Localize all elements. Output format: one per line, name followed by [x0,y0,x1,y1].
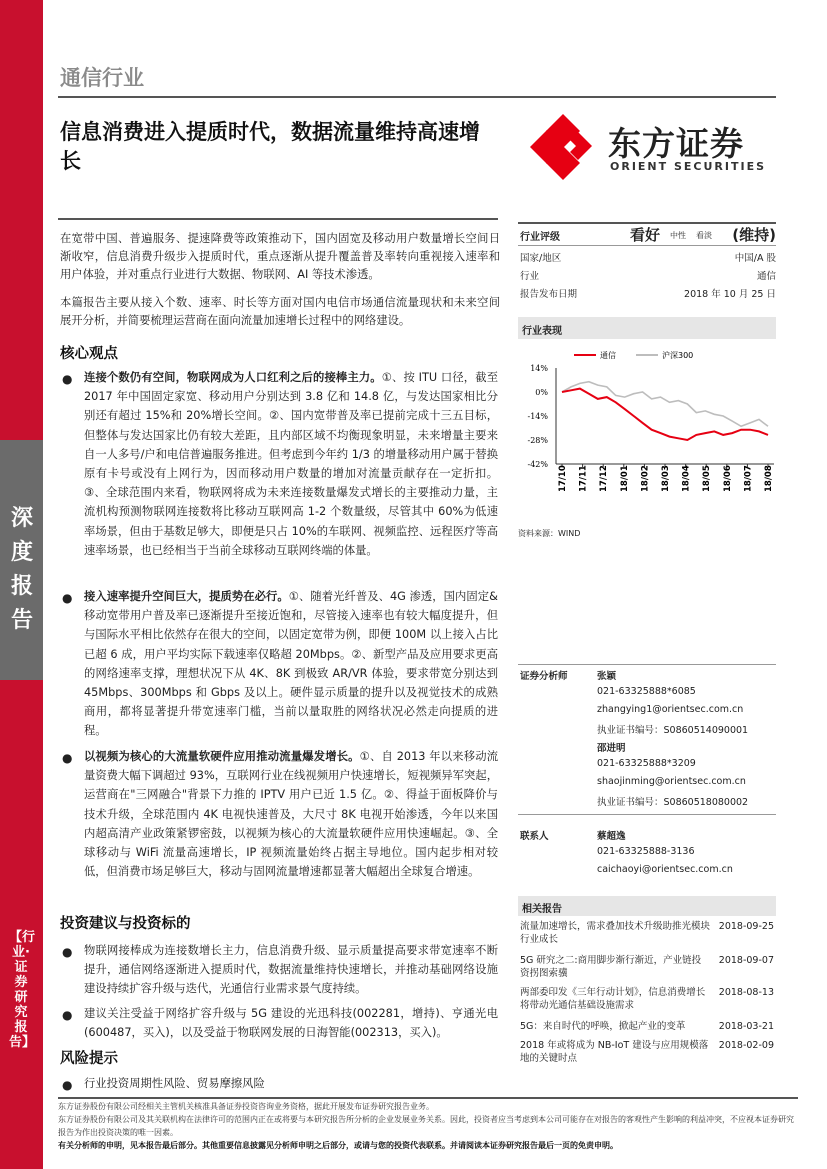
bullet-dot: ● [62,591,73,605]
invest-bullet-1: 物联网接棒成为连接数增长主力，信息消费升级、显示质量提高要求带宽速率不断提升，通信网络逐渐进入提质时代，数据流量维持快速增长，并推动基础网络设施建设持续扩容升级与迭代，光通信行业需求景气度持续。 [84,944,498,996]
legend-label-1: 通信 [600,351,616,360]
analyst-1-email[interactable]: zhangying1@orientsec.com.cn [597,704,744,715]
y-tick-label: -28% [527,436,548,445]
x-tick-label: 18/04 [681,465,692,492]
rating-opt2: 看淡 [696,231,712,240]
contact-label: 联系人 [520,831,549,842]
perf-heading: 行业表现 [518,317,776,339]
rating-value: 看好 [630,226,661,244]
analyst-1-name: 张颖 [597,671,617,682]
report-type-tab [0,440,43,680]
core-heading: 核心观点 [60,346,118,362]
x-tick-label: 17/11 [578,465,589,492]
x-tick-label: 18/07 [743,465,754,492]
series-line-沪深300 [562,382,768,427]
orient-logo [528,112,778,182]
bullet-dot: ● [62,1008,73,1022]
core-bullet-3: 以视频为核心的大流量软硬件应用推动流量爆发增长。①、自 2013 年以来移动流量资费大幅下调超过 93%，互联网行业在线视频用户快速增长，短视频异军突起，运营商在"三网融合"背景下力推的 IPTV 用户已近 1.5 亿。②、得益于面板降价与技术升级，全球范围内 4K 电视快速普及，大尺寸 8K 电视开始渗透，今年以来国内超高清产业政策紧锣密鼓，以视频为核心的大流量软硬件应用快速崛起。③、全球移动与 WiFi 流量高速增长，IP 视频流量始终占据主导地位。国内起步相对较低，但消费市场足够巨大，移动与固网流量增速都显著大幅超出全球复合增速。 [84,750,498,879]
risk-bullet-1: 行业投资周期性风险、贸易摩擦风险 [84,1077,265,1090]
bullet-dot: ● [62,945,73,959]
bullet-dot: ● [62,751,73,765]
rating-hold: (维持) [732,226,776,244]
y-tick-label: 14% [530,364,548,373]
bullet-dot: ● [62,1078,73,1092]
x-tick-label: 18/05 [702,465,713,492]
report-type-label: 深度报告 [11,506,34,633]
perf-chart [518,344,776,504]
chart-source: 资料来源：WIND [518,529,581,538]
contact-email[interactable]: caichaoyi@orientsec.com.cn [597,864,733,875]
logo-cn: 东方证券 [608,124,744,163]
legend-label-2: 沪深300 [662,351,694,360]
title-rule [58,218,498,220]
core-bullet-2: 接入速率提升空间巨大，提质势在必行。①、随着光纤普及、4G 渗透，国内固定&移动宽带用户普及率已逐渐提升至接近饱和，尽管接入速率也有较大幅度提升，但与国际水平相比依然存在很大的空间，以固定宽带为例，即便 100M 以上接入占比已超 6 成，用户平均实际下载速率仅略超 20Mbps。②、新型产品及应用要求更高的网络速率支撑，理想状况下从 4K、8K 到极致 AR/VR 体验，要求带宽分别达到 45Mbps、300Mbps 和 Gbps 及以上。硬件显示质量的提升以及视觉技术的成熟商用，都将显著提升带宽速率门槛，当前以量取胜的网络状况必然走向提质的进程。 [84,590,498,738]
y-tick-label: 0% [535,388,548,397]
bullet-dot: ● [62,372,73,386]
analyst-2-email[interactable]: shaojinming@orientsec.com.cn [597,776,746,787]
rating-opt1: 中性 [670,231,686,240]
rating-label: 行业评级 [520,232,560,243]
y-tick-label: -42% [527,460,548,469]
x-tick-label: 18/02 [640,465,651,492]
x-tick-label: 18/03 [661,465,671,492]
legend [574,350,693,360]
invest-heading: 投资建议与投资标的 [60,916,191,932]
x-tick-label: 17/10 [558,465,568,492]
industry-label: 通信行业 [60,66,144,90]
footer: 东方证券股份有限公司经相关主管机关核准具备证券投资咨询业务资格，据此开展发布证券研究报告业务。 东方证券股份有限公司及其关联机构在法律许可的范围内正在或将要与本研究报告所分析的企业发展业务关系。因此，投资者应当考虑到本公司可能存在对报告的客观性产生影响的利益冲突，不应视本证券研究报告为作出投资决策的唯一因素。 有关分析师的申明，见本报告最后部分。其他重要信息披露见分析师申明之后部分，或请与您的投资代表联系。并请阅读本证券研究报告最后一页的免责申明。 [58,1102,794,1150]
analyst-label: 证券分析师 [520,671,568,682]
series-label: 【行业·证券研究报告】 [9,930,36,1050]
logo-mark-icon [528,112,598,182]
x-tick-label: 17/12 [599,465,610,492]
analyst-2-name: 邵进明 [597,743,626,754]
risk-heading: 风险提示 [60,1051,118,1067]
intro-para-1: 在宽带中国、普遍服务、提速降费等政策推动下，国内固宽及移动用户数量增长空间日渐收窄，信息消费升级步入提质时代，重点逐渐从提升覆盖普及率转向重视接入速率和用户体验，并对重点行业进行大数据、物联网、AI 等技术渗透。 [60,232,500,281]
header-rule [58,96,776,98]
invest-bullet-2: 建议关注受益于网络扩容升级与 5G 建设的光迅科技(002281，增持)、亨通光电(600487，买入)，以及受益于物联网发展的日海智能(002313，买入)。 [84,1007,498,1040]
x-tick-label: 18/01 [619,465,630,492]
core-bullet-1: 连接个数仍有空间，物联网成为人口红利之后的接棒主力。①、按 ITU 口径，截至 2017 年中国固定家宽、移动用户分别达到 3.8 亿和 14.8 亿，与发达国家相比分别还有超过 15%和 20%增长空间。②、国内宽带普及率已提前完成十三五目标，但整体与发达国家比仍有较大差距，且内部区域不均衡现象明显，未来增量主要来自一人多号/户和电信普遍服务推进。但考虑到今年约 1/3 的增量移动用户属于替换原有卡号或没有上网行为，因而移动用户数量的增加对流量贡献存在一定折扣。③、全球范围内来看，物联网将成为未来连接数量爆发式增长的主要推动力量，主流机构预测物联网连接数将比移动互联网高 1-2 个数量级，尽管其中 60%为低速率场景，但由于基数足够大，即便是只占 10%的车联网、视频监控、远程医疗等高速率场景，也已经相当于当前全球移动互联网终端的体量。 [84,371,498,557]
x-tick-label: 18/06 [722,465,733,492]
report-title: 信息消费进入提质时代，数据流量维持高速增长 [60,120,480,173]
logo-en: ORIENT SECURITIES [610,160,767,173]
intro-para-2: 本篇报告主要从接入个数、速率、时长等方面对国内电信市场通信流量现状和未来空间展开分析，并简要梳理运营商在面向流量加速增长过程中的网络建设。 [60,296,500,327]
series-line-通信 [562,389,768,440]
x-tick-label: 18/08 [764,465,774,492]
y-tick-label: -14% [527,412,548,421]
